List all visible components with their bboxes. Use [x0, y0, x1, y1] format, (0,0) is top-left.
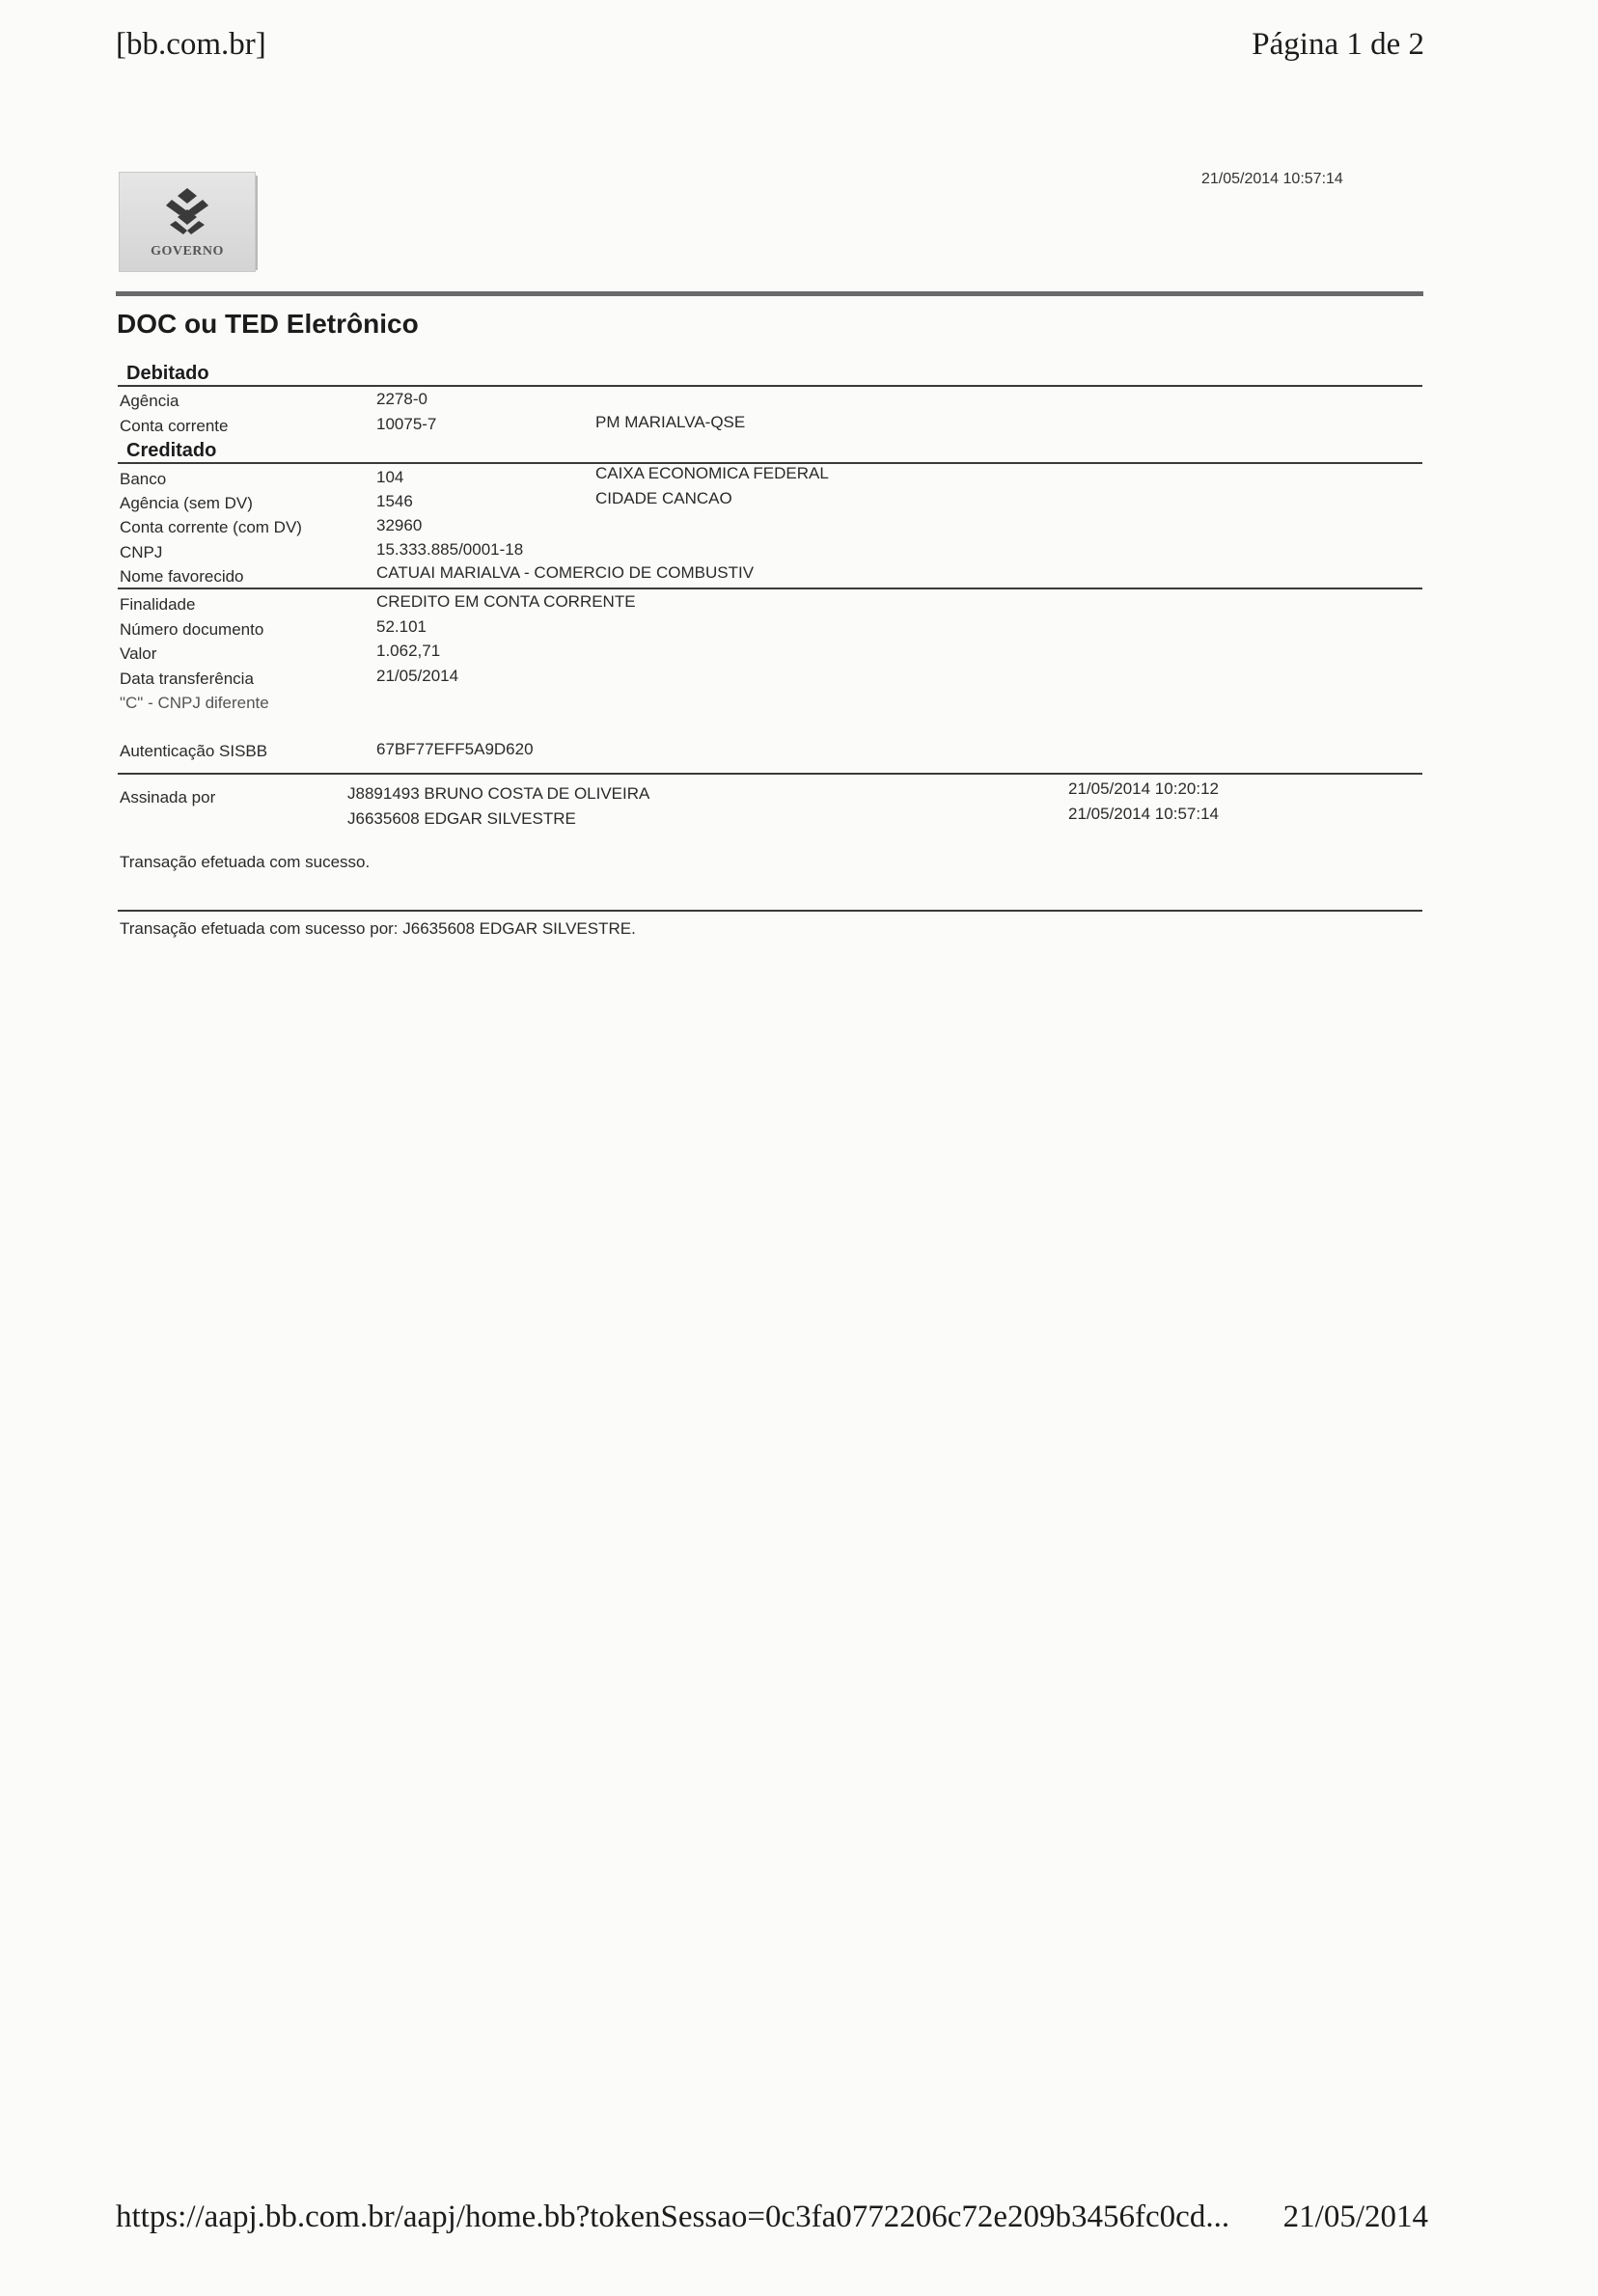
creditado-favorecido-label: Nome favorecido — [120, 567, 244, 586]
footer-date: 21/05/2014 — [1282, 2200, 1428, 2234]
cnpj-diferente-note: "C" - CNPJ diferente — [120, 694, 269, 712]
assinada-por-label: Assinada por — [120, 788, 216, 806]
numero-documento-value: 52.101 — [376, 617, 427, 636]
logo-divider — [256, 176, 258, 270]
section-creditado: Creditado — [126, 440, 217, 461]
signer-datetime: 21/05/2014 10:20:12 — [1068, 779, 1219, 798]
divider-detalhes — [118, 588, 1422, 589]
signer-name: J8891493 BRUNO COSTA DE OLIVEIRA — [347, 784, 650, 803]
site-header: [bb.com.br] — [116, 27, 266, 62]
creditado-agencia-label: Agência (sem DV) — [120, 494, 253, 512]
debitado-agencia-label: Agência — [120, 392, 179, 410]
logo-text: GOVERNO — [151, 244, 224, 259]
autenticacao-label: Autenticação SISBB — [120, 742, 268, 760]
divider-assinaturas — [118, 773, 1422, 775]
bb-logo-icon — [162, 186, 212, 236]
numero-documento-label: Número documento — [120, 620, 264, 639]
section-debitado: Debitado — [126, 363, 209, 384]
creditado-conta-label: Conta corrente (com DV) — [120, 518, 302, 536]
page-title: DOC ou TED Eletrônico — [117, 309, 419, 339]
creditado-cnpj-label: CNPJ — [120, 543, 163, 561]
creditado-favorecido-value: CATUAI MARIALVA - COMERCIO DE COMBUSTIV — [376, 563, 755, 582]
creditado-conta-value: 32960 — [376, 516, 423, 534]
title-bar — [116, 291, 1423, 296]
creditado-banco-value: 104 — [376, 468, 404, 486]
finalidade-value: CREDITO EM CONTA CORRENTE — [376, 592, 636, 611]
data-transferencia-value: 21/05/2014 — [376, 667, 459, 685]
creditado-agencia-name: CIDADE CANCAO — [595, 489, 732, 507]
signer-datetime: 21/05/2014 10:57:14 — [1068, 805, 1219, 823]
print-timestamp: 21/05/2014 10:57:14 — [1201, 171, 1343, 187]
debitado-conta-name: PM MARIALVA-QSE — [595, 413, 746, 431]
divider-final — [118, 910, 1422, 912]
valor-value: 1.062,71 — [376, 642, 441, 660]
bank-logo — [119, 172, 256, 272]
debitado-conta-value: 10075-7 — [376, 415, 437, 433]
creditado-banco-name: CAIXA ECONOMICA FEDERAL — [595, 464, 829, 482]
valor-label: Valor — [120, 644, 157, 663]
footer-url: https://aapj.bb.com.br/aapj/home.bb?tokenSessao=0c3fa0772206c72e209b3456fc0cd... — [116, 2200, 1230, 2234]
status-message: Transação efetuada com sucesso. — [120, 853, 371, 871]
debitado-conta-label: Conta corrente — [120, 417, 229, 435]
divider-debitado — [118, 385, 1422, 387]
finalidade-label: Finalidade — [120, 595, 196, 614]
signer-name: J6635608 EDGAR SILVESTRE — [347, 809, 576, 828]
debitado-agencia-value: 2278-0 — [376, 390, 427, 408]
page-indicator: Página 1 de 2 — [1252, 27, 1424, 62]
creditado-agencia-value: 1546 — [376, 492, 413, 510]
autenticacao-value: 67BF77EFF5A9D620 — [376, 740, 534, 758]
data-transferencia-label: Data transferência — [120, 670, 254, 688]
creditado-cnpj-value: 15.333.885/0001-18 — [376, 540, 524, 559]
final-message: Transação efetuada com sucesso por: J6635608 EDGAR SILVESTRE. — [120, 919, 636, 938]
creditado-banco-label: Banco — [120, 470, 167, 488]
